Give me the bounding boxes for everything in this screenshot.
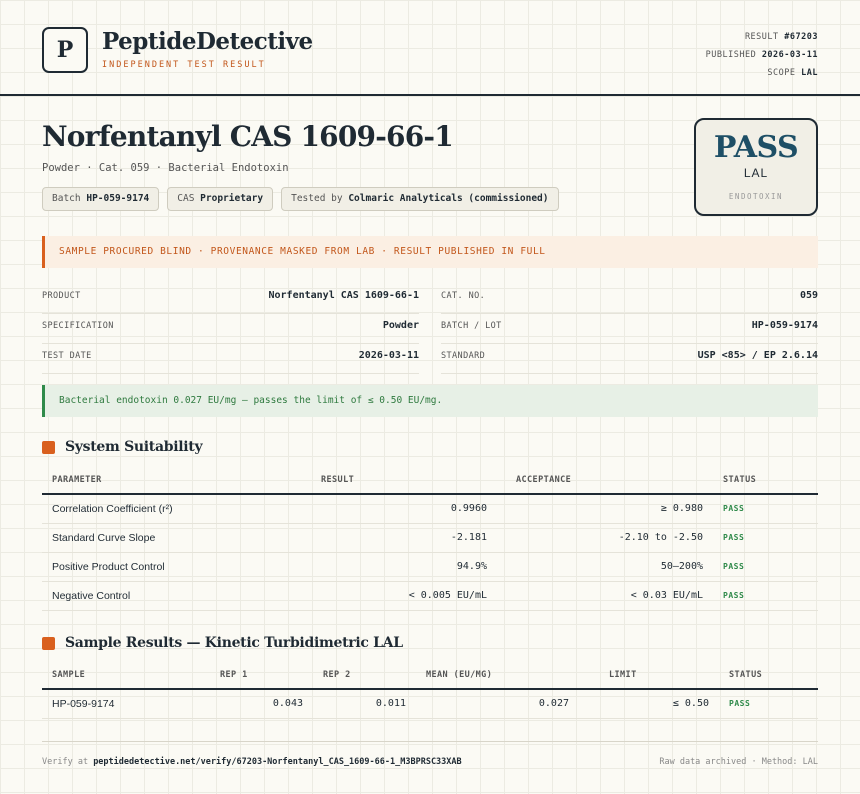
parameter-cell: Positive Product Control [42,552,300,581]
tested-by-label: Tested by [291,193,343,204]
acceptance-cell: 50–200% [497,552,713,581]
column-header: PARAMETER [42,467,300,494]
parameter-cell: Standard Curve Slope [42,523,300,552]
table-row [42,494,818,523]
table-row [42,523,818,552]
report-meta [706,28,818,82]
tested-by-chip [281,187,558,211]
status-badge: PASS [713,523,818,552]
acceptance-cell: -2.10 to -2.50 [497,523,713,552]
table-row [42,552,818,581]
limit-cell: ≤ 0.50 [579,689,719,718]
pass-stamp [694,118,818,216]
result-summary-banner: Bacterial endotoxin 0.027 EU/mg — passes the limit of ≤ 0.50 EU/mg. [42,385,818,417]
result-id-label: RESULT [744,32,779,42]
result-cell: < 0.005 EU/mL [300,581,497,610]
batch-chip [42,187,159,211]
info-value: Powder [382,320,419,331]
column-header: REP 1 [210,662,313,689]
cas-chip [167,187,273,211]
result-cell: 0.9960 [300,494,497,523]
verify-link[interactable]: peptidedetective.net/verify/67203-Norfentanyl_CAS_1609-66-1_M3BPRSC33XAB [93,757,462,767]
info-value: 059 [799,290,818,301]
product-subtitle: Powder · Cat. 059 · Bacterial Endotoxin [42,162,289,174]
parameter-cell: Correlation Coefficient (r²) [42,494,300,523]
sample-results-table [42,662,818,719]
table-row [42,581,818,610]
status-badge: PASS [713,552,818,581]
table-header-row [42,467,818,494]
info-value: Norfentanyl CAS 1609-66-1 [268,290,419,301]
tested-by-value: Colmaric Analyticals (commissioned) [348,193,549,204]
published-line [706,46,818,64]
scope-label: SCOPE [767,68,796,78]
info-row-cat-no [441,284,818,314]
published-label: PUBLISHED [705,50,757,60]
brand-logo[interactable]: P [42,27,88,73]
brand-name[interactable]: PeptideDetective [102,28,313,55]
suitability-table [42,467,818,611]
status-badge: PASS [719,689,818,718]
section-marker-icon [42,441,55,454]
status-badge: PASS [713,494,818,523]
info-row-test-date [42,344,419,374]
info-grid-right [441,284,818,374]
info-row-batch-lot [441,314,818,344]
scope-value: LAL [801,68,818,78]
blind-procurement-banner: SAMPLE PROCURED BLIND · PROVENANCE MASKED FROM LAB · RESULT PUBLISHED IN FULL [42,236,818,268]
cas-chip-value: Proprietary [200,193,264,204]
info-label: PRODUCT [42,291,81,301]
acceptance-cell: ≥ 0.980 [497,494,713,523]
section-title: Sample Results — Kinetic Turbidimetric LAL [65,635,403,651]
info-label: SPECIFICATION [42,321,114,331]
info-value: USP <85> / EP 2.6.14 [697,350,818,361]
section-title: System Suitability [65,439,203,455]
archive-note: Raw data archived · Method: LAL [659,757,818,767]
info-label: TEST DATE [42,351,92,361]
column-header: STATUS [719,662,818,689]
scope-line [706,64,818,82]
stamp-method: LAL [743,166,769,180]
column-header: RESULT [300,467,497,494]
column-header: ACCEPTANCE [497,467,713,494]
acceptance-cell: < 0.03 EU/mL [497,581,713,610]
verify-label: Verify at [42,757,89,767]
stamp-footer: ENDOTOXIN [728,192,784,201]
batch-chip-value: HP-059-9174 [86,193,150,204]
info-label: STANDARD [441,351,486,361]
section-marker-icon [42,637,55,650]
chip-row [42,187,559,211]
info-grid-left [42,284,419,374]
sample-cell: HP-059-9174 [42,689,210,718]
rep1-cell: 0.043 [210,689,313,718]
result-id-line [706,28,818,46]
parameter-cell: Negative Control [42,581,300,610]
table-row [42,689,818,718]
report-header [0,0,860,96]
column-header: MEAN (EU/MG) [416,662,579,689]
published-value: 2026-03-11 [761,50,818,60]
suitability-heading [42,439,202,455]
result-cell: -2.181 [300,523,497,552]
info-row-product [42,284,419,314]
column-header: REP 2 [313,662,416,689]
batch-chip-label: Batch [52,193,81,204]
info-row-specification [42,314,419,344]
column-header: LIMIT [579,662,719,689]
info-row-standard [441,344,818,374]
column-header: STATUS [713,467,818,494]
column-header: SAMPLE [42,662,210,689]
brand-tagline: INDEPENDENT TEST RESULT [102,60,266,70]
result-id-value: #67203 [784,32,818,42]
verify-line [42,757,462,767]
report-footer [42,741,818,781]
result-cell: 94.9% [300,552,497,581]
info-label: CAT. NO. [441,291,486,301]
product-title: Norfentanyl CAS 1609-66-1 [42,120,453,153]
stamp-verdict: PASS [713,130,799,165]
sample-results-heading [42,635,403,651]
info-label: BATCH / LOT [441,321,502,331]
cas-chip-label: CAS [177,193,195,204]
mean-cell: 0.027 [416,689,579,718]
info-value: 2026-03-11 [358,350,419,361]
info-value: HP-059-9174 [751,320,818,331]
table-header-row [42,662,818,689]
rep2-cell: 0.011 [313,689,416,718]
status-badge: PASS [713,581,818,610]
